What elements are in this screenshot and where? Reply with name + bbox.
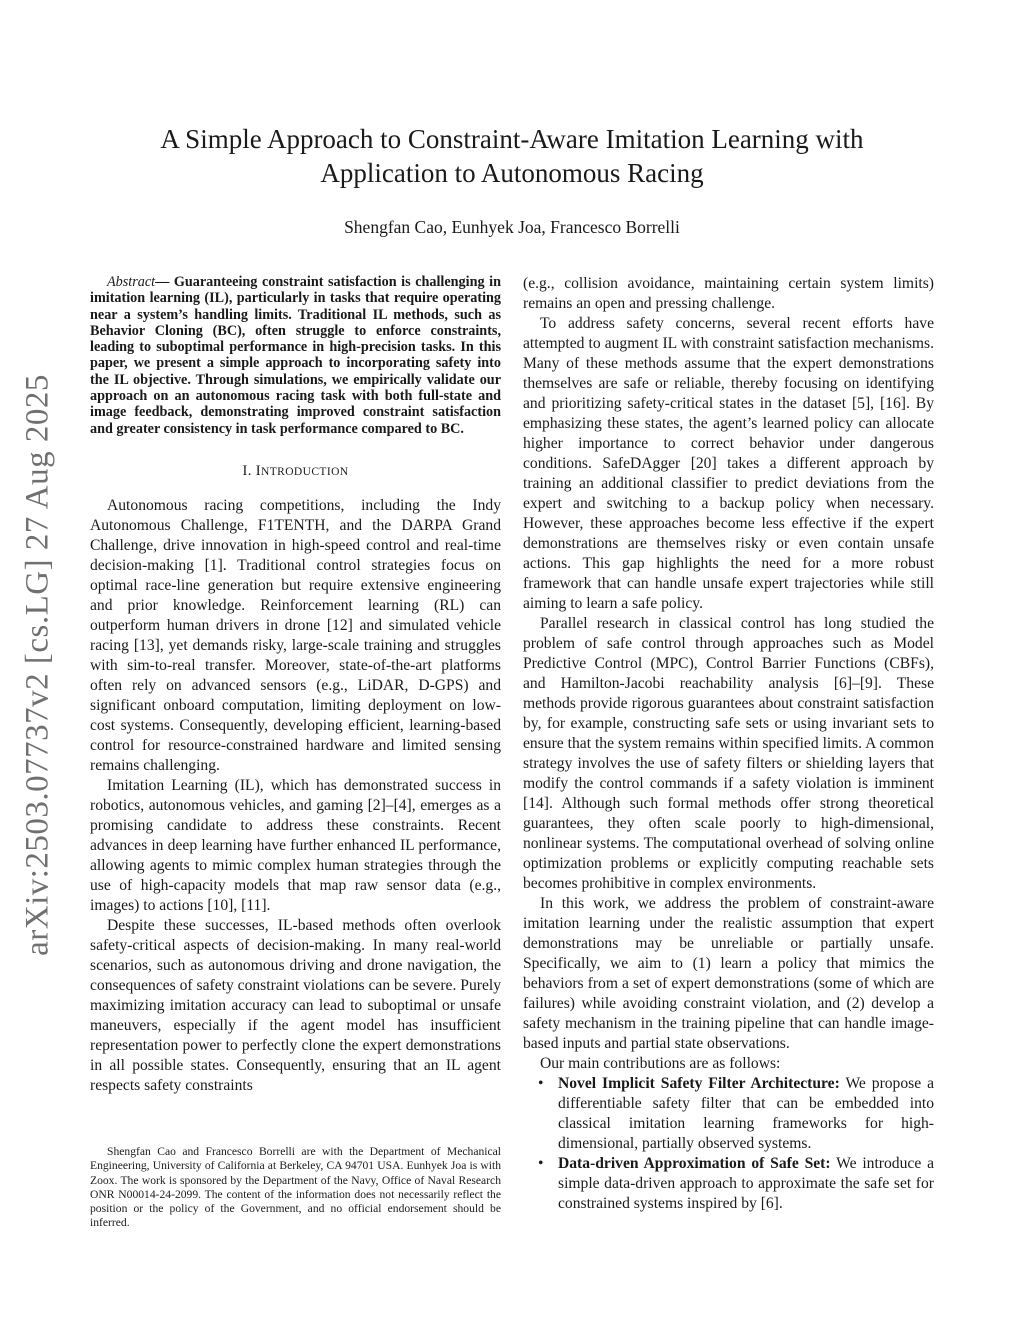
intro-paragraph-3: Despite these successes, IL-based methods often overlook safety-critical aspects of decision-making. In many real-world scenarios, such as autonomous driving and drone navigation, the consequences of safety constraint violations can be severe. Purely maximizing imitation accuracy can lead to suboptimal or unsafe maneuvers, especially if the agent model has insufficient representation power to perfectly clone the expert demonstrations in all possible states. Consequently, ensuring that an IL agent respects safety constraints [90,916,501,1094]
right-column [523,274,934,1214]
contribution-item-1 [523,1074,934,1154]
bullet-icon: • [538,1075,544,1092]
bullet-icon: • [538,1155,544,1172]
contribution-text-2: We introduce a simple data-driven approach to approximate the safe set for constrained systems inspired by [6]. [558,1155,934,1212]
contribution-text-1: We propose a differentiable safety filter that can be embedded into classical imitation learning frameworks for high-dimensional, partially observed systems. [558,1075,934,1152]
left-column [90,274,501,1096]
author-list: Shengfan Cao, Eunhyek Joa, Francesco Borrelli [344,217,680,237]
intro-paragraph-4: (e.g., collision avoidance, maintaining certain system limits) remains an open and pressing challenge. [523,275,934,312]
title-line-1: A Simple Approach to Constraint-Aware Imitation Learning with [160,124,864,154]
section-numeral: I. [242,462,256,479]
abstract-text: Guaranteeing constraint satisfaction is challenging in imitation learning (IL), particularly in tasks that require operating near a system’s handling limits. Traditional IL methods, such as Behavior Cloning (BC), often struggle to enforce constraints, leading to suboptimal performance in high-precision tasks. In this paper, we present a simple approach to incorporating safety into the IL objective. Through simulations, we empirically validate our approach on an autonomous racing task with both full-state and image feedback, demonstrating improved constraint satisfaction and greater consistency in task performance compared to BC. [90,274,501,437]
abstract [90,274,501,437]
intro-paragraph-6: Parallel research in classical control has long studied the problem of safe control through approaches such as Model Predictive Control (MPC), Control Barrier Functions (CBFs), and Hamilton-Jacobi reachability analysis [6]–[9]. These methods provide rigorous guarantees about constraint satisfaction by, for example, constructing safe sets or using invariant sets to ensure that the system remains within specified limits. A common strategy involves the use of safety filters or shielding layers that modify the control commands if a safety violation is imminent [14]. Although such formal methods offer strong theoretical guarantees, they often scale poorly to high-dimensional, nonlinear systems. The computational overhead of solving online optimization problems or explicitly computing reachable sets becomes prohibitive in complex environments. [523,615,934,892]
footnote-text: Shengfan Cao and Francesco Borrelli are with the Department of Mechanical Engineering, University of California at Berkeley, CA 94701 USA. Eunhyek Joa is with Zoox. The work is sponsored by the Department of the Navy, Office of Naval Research ONR N00014-24-2099. The content of the information does not necessarily reflect the position or the policy of the Government, and no official endorsement should be inferred. [90,1145,501,1230]
affiliation-footnote [90,1145,501,1231]
title-line-2: Application to Autonomous Racing [320,158,704,188]
abstract-label: Abstract [107,274,156,290]
contribution-title-1: Novel Implicit Safety Filter Architecture: [558,1075,840,1092]
intro-paragraph-5: To address safety concerns, several recent efforts have attempted to augment IL with constraint satisfaction mechanisms. Many of these methods assume that the expert demonstrations themselves are safe or reliable, thereby focusing on identifying and prioritizing safety-critical states in the dataset [5], [16]. By emphasizing these states, the agent’s learned policy can allocate higher importance to correct behavior under dangerous conditions. SafeDAgger [20] takes a different approach by training an additional classifier to predict deviations from the expert and switching to a backup policy when necessary. However, these approaches become less effective if the expert demonstrations are themselves risky or even contain unsafe actions. This gap highlights the need for a more robust framework that can handle unsafe expert trajectories while still aiming to learn a safe policy. [523,315,934,612]
arxiv-identifier-text: arXiv:2503.07737v2 [cs.LG] 27 Aug 2025 [19,374,56,956]
contributions-list [523,1074,934,1214]
section-initial-cap: I [255,462,262,479]
intro-paragraph-2: Imitation Learning (IL), which has demonstrated success in robotics, autonomous vehicles, and gaming [2]–[4], emerges as a promising candidate to address these constraints. Recent advances in deep learning have further enhanced IL performance, allowing agents to mimic complex human strategies through the use of high-capacity models that map raw sensor data (e.g., images) to actions [10], [11]. [90,776,501,914]
intro-paragraph-1: Autonomous racing competitions, including the Indy Autonomous Challenge, F1TENTH, and the DARPA Grand Challenge, drive innovation in high-speed control and real-time decision-making [1]. Traditional control strategies focus on optimal race-line generation but require extensive engineering and prior knowledge. Reinforcement learning (RL) can outperform human drivers in drone [12] and simulated vehicle racing [13], yet demands risky, large-scale training and struggles with sim-to-real transfer. Moreover, state-of-the-art platforms often rely on advanced sensors (e.g., LiDAR, D-GPS) and significant onboard computation, limiting deployment on low-cost systems. Consequently, developing efficient, learning-based control for resource-constrained hardware and limited sensing remains challenging. [90,496,501,774]
arxiv-identifier [18,355,58,975]
paper-title [100,122,924,190]
section-title-rest: NTRODUCTION [261,465,349,478]
contribution-item-2 [523,1154,934,1214]
contributions-intro: Our main contributions are as follows: [540,1055,781,1072]
abstract-dash: — [155,274,174,290]
contribution-title-2: Data-driven Approximation of Safe Set: [558,1155,831,1172]
intro-paragraph-7: In this work, we address the problem of constraint-aware imitation learning under the realistic assumption that expert demonstrations may be unreliable or partially unsafe. Specifically, we aim to (1) learn a policy that mimics the behaviors from a set of expert demonstrations (some of which are failures) while avoiding constraint violation, and (2) develop a safety mechanism in the training pipeline that can handle image-based inputs and partial state observations. [523,895,934,1052]
section-heading-introduction [90,461,501,482]
